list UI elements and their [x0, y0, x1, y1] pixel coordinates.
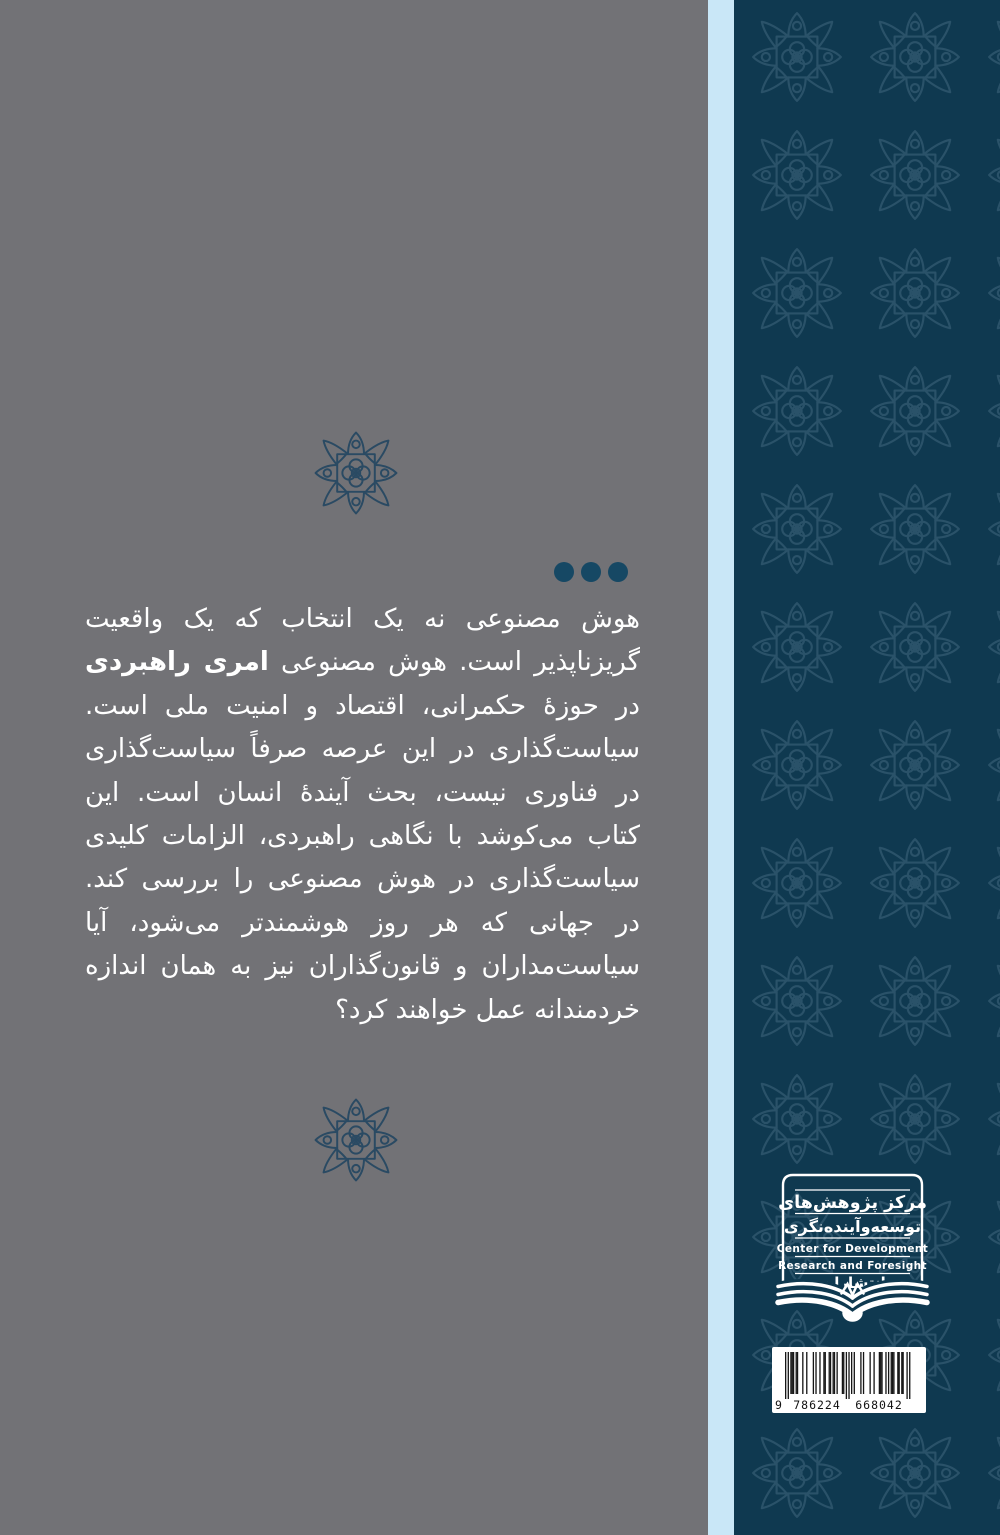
synopsis-line: سیاست‌مداران و قانون‌گذاران نیز به همان اندازه [85, 951, 640, 982]
barcode-digit-group: 668042 [855, 1398, 903, 1412]
publisher-name-en-1: Center for Development [776, 1243, 929, 1255]
synopsis-line: کتاب می‌کوشد با نگاهی راهبردی، الزامات کلیدی [85, 821, 640, 852]
synopsis-line: سیاست‌گذاری در هوش مصنوعی را بررسی کند. [85, 864, 640, 895]
publisher-logo [775, 1172, 930, 1327]
dot-icon [608, 562, 628, 582]
isbn-barcode [772, 1347, 926, 1413]
synopsis-line: در حوزهٔ حکمرانی، اقتصاد و امنیت ملی است. [85, 690, 640, 721]
barcode-digit-group: 9 [775, 1398, 782, 1412]
publisher-name-en-2: Research and Foresight [778, 1260, 927, 1272]
synopsis-line: در جهانی که هر روز هوشمندتر می‌شود، آیا [85, 907, 640, 938]
three-dots-separator-icon [554, 562, 628, 582]
publisher-name-fa-2: توسعه‌وآینده‌نگری [783, 1217, 922, 1236]
barcode-digit-group: 786224 [793, 1398, 841, 1412]
spine-stripe [708, 0, 734, 1535]
dot-icon [581, 562, 601, 582]
synopsis-text [85, 598, 640, 1032]
synopsis-line: سیاست‌گذاری در این عرصه صرفاً سیاست‌گذاری [85, 734, 640, 765]
synopsis-line: در فناوری نیست، بحث آیندهٔ انسان است. این [85, 777, 640, 808]
dot-icon [554, 562, 574, 582]
rosette-ornament-icon [309, 1093, 403, 1187]
synopsis-line: گریزناپذیر است. هوش مصنوعی امری راهبردی [85, 647, 640, 678]
publisher-name-fa-1: مرکز پژوهش‌های [778, 1193, 927, 1213]
synopsis-line: خردمندانه عمل خواهند کرد؟ [335, 994, 640, 1025]
publisher-imprint: انتشارات [819, 1274, 886, 1292]
synopsis-line: هوش مصنوعی نه یک انتخاب که یک واقعیت [85, 604, 640, 634]
rosette-ornament-icon [309, 426, 403, 520]
pattern-panel [734, 0, 1000, 1535]
